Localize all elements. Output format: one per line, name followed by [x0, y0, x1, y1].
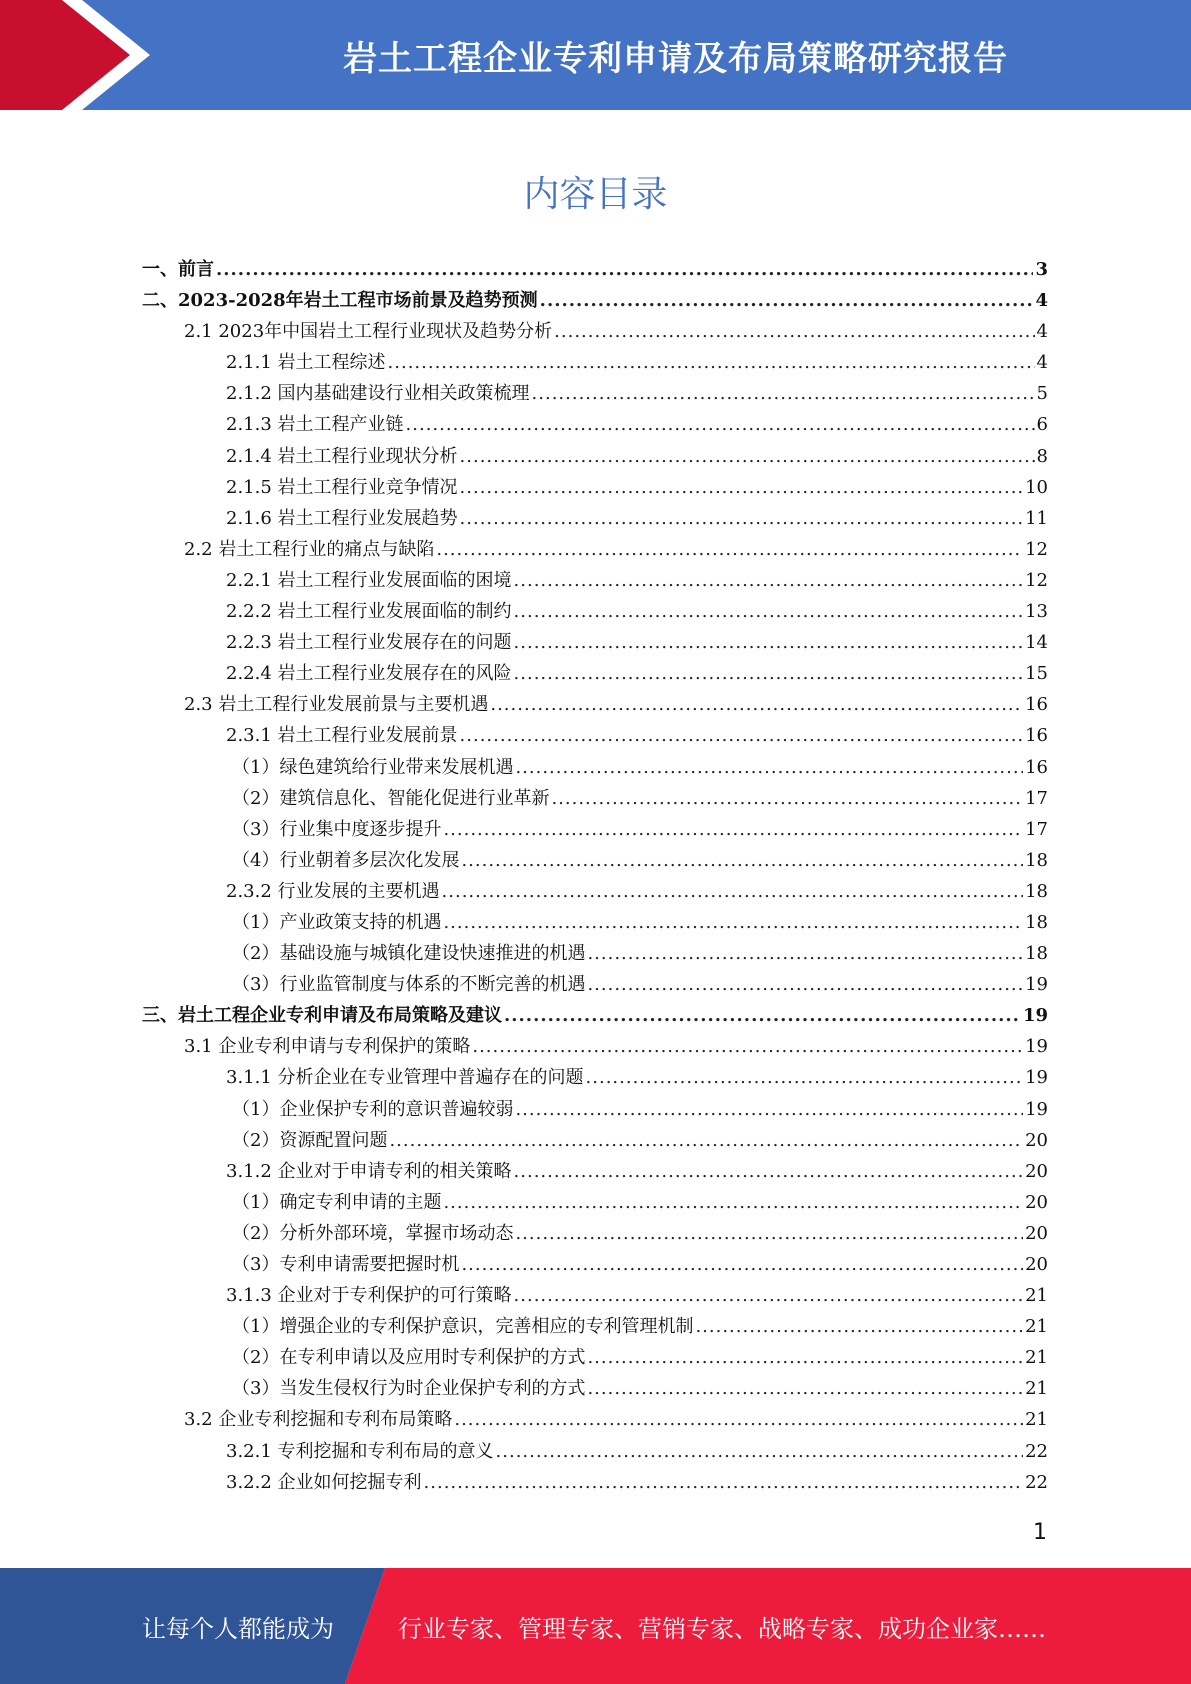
- toc-leader-dots: [461, 1249, 1023, 1280]
- toc-leader-dots: [443, 1187, 1023, 1218]
- toc-entry-page: 20: [1025, 1222, 1048, 1244]
- toc-entry-title: 一、前言: [142, 259, 214, 280]
- toc-entry-page: 20: [1025, 1129, 1048, 1151]
- toc-entry-page: 5: [1036, 383, 1048, 405]
- toc-entry[interactable]: [142, 347, 1048, 378]
- toc-entry-page: 8: [1036, 445, 1048, 467]
- toc-entry-page: 22: [1025, 1440, 1048, 1462]
- toc-leader-dots: [587, 938, 1023, 969]
- toc-leader-dots: [514, 565, 1024, 596]
- toc-entry[interactable]: [142, 378, 1048, 409]
- toc-leader-dots: [388, 347, 1035, 378]
- toc-entry[interactable]: [142, 689, 1048, 720]
- toc-entry[interactable]: [142, 938, 1048, 969]
- toc-entry[interactable]: [142, 1187, 1048, 1218]
- toc-entry-title: 2.1.3 岩土工程产业链: [226, 414, 404, 436]
- toc-entry[interactable]: [142, 1062, 1048, 1093]
- toc-entry-page: 18: [1025, 849, 1048, 871]
- toc-entry-page: 21: [1025, 1285, 1048, 1307]
- toc-leader-dots: [442, 876, 1024, 907]
- toc-leader-dots: [216, 254, 1033, 285]
- toc-entry-page: 19: [1025, 974, 1048, 996]
- toc-leader-dots: [514, 1280, 1024, 1311]
- toc-entry-page: 19: [1025, 1098, 1048, 1120]
- toc-entry-page: 4: [1036, 321, 1048, 343]
- toc-entry-page: 4: [1036, 352, 1048, 374]
- toc-entry-page: 12: [1025, 538, 1048, 560]
- toc-entry[interactable]: [142, 876, 1048, 907]
- chevron-arrow-icon: [0, 0, 160, 110]
- toc-heading: 内容目录: [523, 174, 668, 215]
- toc-leader-dots: [424, 1467, 1024, 1498]
- toc-entry-page: 21: [1025, 1409, 1048, 1431]
- toc-entry-title: （1）绿色建筑给行业带来发展机遇: [232, 756, 514, 778]
- footer-slogan-left: 让每个人都能成为: [142, 1614, 334, 1643]
- toc-entry[interactable]: [142, 1436, 1048, 1467]
- toc-entry-title: （2）在专利申请以及应用时专利保护的方式: [232, 1347, 586, 1369]
- toc-leader-dots: [515, 1094, 1023, 1125]
- toc-leader-dots: [587, 969, 1023, 1000]
- toc-entry[interactable]: [142, 285, 1048, 316]
- footer-slogan-right: 行业专家、管理专家、营销专家、战略专家、成功企业家……: [398, 1614, 1046, 1643]
- toc-leader-dots: [443, 907, 1023, 938]
- toc-entry[interactable]: [142, 1280, 1048, 1311]
- toc-entry-title: （2）基础设施与城镇化建设快速推进的机遇: [232, 943, 586, 965]
- toc-entry-title: 2.1.4 岩土工程行业现状分析: [226, 445, 458, 467]
- toc-entry-title: （2）资源配置问题: [232, 1129, 388, 1151]
- toc-entry-page: 4: [1035, 290, 1048, 312]
- toc-entry[interactable]: [142, 1125, 1048, 1156]
- toc-leader-dots: [532, 378, 1035, 409]
- toc-leader-dots: [587, 1342, 1023, 1373]
- toc-entry-title: 2.3 岩土工程行业发展前景与主要机遇: [184, 694, 489, 716]
- toc-entry[interactable]: [142, 1342, 1048, 1373]
- toc-entry-page: 20: [1025, 1254, 1048, 1275]
- toc-entry-title: 2.1.5 岩土工程行业竞争情况: [226, 476, 458, 498]
- toc-entry-page: 16: [1025, 725, 1048, 747]
- toc-leader-dots: [515, 1218, 1023, 1249]
- toc-entry[interactable]: [142, 441, 1048, 472]
- toc-entry[interactable]: [142, 1000, 1048, 1031]
- toc-entry-page: 14: [1025, 632, 1048, 654]
- toc-entry[interactable]: [142, 783, 1048, 814]
- toc-leader-dots: [496, 1436, 1024, 1467]
- toc-entry-title: 3.1 企业专利申请与专利保护的策略: [184, 1036, 471, 1058]
- toc-entry-title: 3.1.2 企业对于申请专利的相关策略: [226, 1160, 512, 1182]
- toc-entry[interactable]: [142, 1311, 1048, 1342]
- toc-entry-title: （3）行业监管制度与体系的不断完善的机遇: [232, 974, 586, 996]
- toc-entry-page: 15: [1025, 663, 1048, 685]
- toc-entry[interactable]: [142, 1031, 1048, 1062]
- toc-entry-title: （1）增强企业的专利保护意识，完善相应的专利管理机制: [232, 1316, 694, 1338]
- toc-entry[interactable]: [142, 720, 1048, 751]
- toc-entry[interactable]: [142, 907, 1048, 938]
- toc-entry-title: 3.2 企业专利挖掘和专利布局策略: [184, 1409, 453, 1431]
- toc-leader-dots: [460, 720, 1024, 751]
- toc-leader-dots: [406, 409, 1035, 440]
- toc-leader-dots: [443, 814, 1023, 845]
- toc-entry-title: 3.2.1 专利挖掘和专利布局的意义: [226, 1440, 494, 1462]
- toc-entry-page: 16: [1025, 694, 1048, 716]
- toc-entry-page: 20: [1025, 1160, 1048, 1182]
- toc-entry[interactable]: [142, 1094, 1048, 1125]
- toc-leader-dots: [504, 1000, 1021, 1031]
- toc-entry-title: 2.1.6 岩土工程行业发展趋势: [226, 507, 458, 529]
- toc-entry-title: 三、岩土工程企业专利申请及布局策略及建议: [142, 1005, 502, 1027]
- toc-leader-dots: [540, 285, 1034, 316]
- toc-entry-page: 19: [1025, 1036, 1048, 1058]
- toc-entry[interactable]: [142, 658, 1048, 689]
- toc-leader-dots: [514, 596, 1024, 627]
- toc-entry-title: 2.2.2 岩土工程行业发展面临的制约: [226, 601, 512, 623]
- toc-entry[interactable]: [142, 1467, 1048, 1498]
- toc-leader-dots: [460, 472, 1024, 503]
- toc-entry-title: 2.1.2 国内基础建设行业相关政策梳理: [226, 383, 530, 405]
- toc-entry-title: （2）建筑信息化、智能化促进行业革新: [232, 787, 550, 809]
- toc-leader-dots: [515, 752, 1023, 783]
- table-of-contents: [142, 254, 1048, 1498]
- toc-entry-title: 2.3.1 岩土工程行业发展前景: [226, 725, 458, 747]
- footer-banner: [0, 1568, 1191, 1684]
- toc-leader-dots: [461, 845, 1023, 876]
- toc-entry-page: 10: [1025, 476, 1048, 498]
- toc-leader-dots: [514, 658, 1024, 689]
- toc-entry-page: 21: [1025, 1378, 1048, 1400]
- toc-entry-page: 3: [1035, 259, 1048, 280]
- toc-entry[interactable]: [142, 752, 1048, 783]
- toc-entry-title: （4）行业朝着多层次化发展: [232, 849, 460, 871]
- toc-entry[interactable]: [142, 1156, 1048, 1187]
- toc-leader-dots: [389, 1125, 1023, 1156]
- toc-entry-title: （1）产业政策支持的机遇: [232, 911, 442, 933]
- toc-leader-dots: [460, 441, 1035, 472]
- toc-entry-page: 22: [1025, 1471, 1048, 1493]
- toc-entry[interactable]: [142, 565, 1048, 596]
- toc-leader-dots: [490, 689, 1023, 720]
- toc-entry-title: 3.1.1 分析企业在专业管理中普遍存在的问题: [226, 1067, 584, 1089]
- toc-entry[interactable]: [142, 503, 1048, 534]
- toc-entry-page: 18: [1025, 880, 1048, 902]
- toc-entry-page: 19: [1022, 1005, 1048, 1027]
- toc-leader-dots: [460, 503, 1024, 534]
- toc-leader-dots: [472, 1031, 1023, 1062]
- toc-entry[interactable]: [142, 1373, 1048, 1404]
- toc-entry[interactable]: [142, 627, 1048, 658]
- toc-entry-page: 17: [1025, 787, 1048, 809]
- toc-entry-title: （3）专利申请需要把握时机: [232, 1254, 460, 1275]
- toc-entry-page: 12: [1025, 569, 1048, 591]
- toc-entry-title: 2.1 2023年中国岩土工程行业现状及趋势分析: [184, 321, 553, 343]
- toc-entry[interactable]: [142, 316, 1048, 347]
- toc-leader-dots: [554, 316, 1034, 347]
- toc-entry[interactable]: [142, 814, 1048, 845]
- toc-entry-title: 2.1.1 岩土工程综述: [226, 352, 386, 374]
- toc-entry-title: （1）企业保护专利的意识普遍较弱: [232, 1098, 514, 1120]
- toc-entry-page: 19: [1025, 1067, 1048, 1089]
- toc-entry-title: 二、2023-2028年岩土工程市场前景及趋势预测: [142, 290, 538, 312]
- toc-entry[interactable]: [142, 409, 1048, 440]
- toc-entry-title: 2.2.3 岩土工程行业发展存在的问题: [226, 632, 512, 654]
- toc-entry-title: （2）分析外部环境，掌握市场动态: [232, 1222, 514, 1244]
- toc-entry-page: 21: [1025, 1316, 1048, 1338]
- toc-entry[interactable]: [142, 1218, 1048, 1249]
- toc-entry-page: 20: [1025, 1191, 1048, 1213]
- toc-entry-title: 3.1.3 企业对于专利保护的可行策略: [226, 1285, 512, 1307]
- report-title: 岩土工程企业专利申请及布局策略研究报告: [343, 38, 1008, 79]
- toc-entry-page: 16: [1025, 756, 1048, 778]
- toc-leader-dots: [514, 1156, 1024, 1187]
- toc-leader-dots: [551, 783, 1023, 814]
- toc-entry-page: 21: [1025, 1347, 1048, 1369]
- toc-entry-title: 2.3.2 行业发展的主要机遇: [226, 880, 440, 902]
- toc-entry-title: 3.2.2 企业如何挖掘专利: [226, 1471, 422, 1493]
- toc-entry-page: 18: [1025, 911, 1048, 933]
- toc-entry[interactable]: [142, 1404, 1048, 1435]
- toc-entry-page: 6: [1036, 414, 1048, 436]
- toc-entry[interactable]: [142, 1249, 1048, 1280]
- toc-entry[interactable]: [142, 969, 1048, 1000]
- toc-leader-dots: [587, 1373, 1023, 1404]
- toc-leader-dots: [695, 1311, 1023, 1342]
- toc-entry-title: （3）当发生侵权行为时企业保护专利的方式: [232, 1378, 586, 1400]
- toc-leader-dots: [454, 1404, 1023, 1435]
- toc-entry[interactable]: [142, 534, 1048, 565]
- toc-entry-title: （1）确定专利申请的主题: [232, 1191, 442, 1213]
- toc-entry-title: 2.2 岩土工程行业的痛点与缺陷: [184, 538, 435, 560]
- toc-entry-page: 13: [1025, 601, 1048, 623]
- toc-entry[interactable]: [142, 596, 1048, 627]
- toc-entry[interactable]: [142, 254, 1048, 285]
- toc-entry-title: （3）行业集中度逐步提升: [232, 818, 442, 840]
- toc-entry[interactable]: [142, 845, 1048, 876]
- toc-entry-title: 2.2.4 岩土工程行业发展存在的风险: [226, 663, 512, 685]
- toc-entry-page: 18: [1025, 943, 1048, 965]
- header-band: [0, 0, 1191, 110]
- toc-entry-page: 17: [1025, 818, 1048, 840]
- page-number: 1: [1033, 1520, 1047, 1545]
- toc-leader-dots: [514, 627, 1024, 658]
- toc-entry[interactable]: [142, 472, 1048, 503]
- toc-entry-title: 2.2.1 岩土工程行业发展面临的困境: [226, 569, 512, 591]
- toc-leader-dots: [436, 534, 1023, 565]
- toc-entry-page: 11: [1025, 507, 1048, 529]
- toc-leader-dots: [586, 1062, 1024, 1093]
